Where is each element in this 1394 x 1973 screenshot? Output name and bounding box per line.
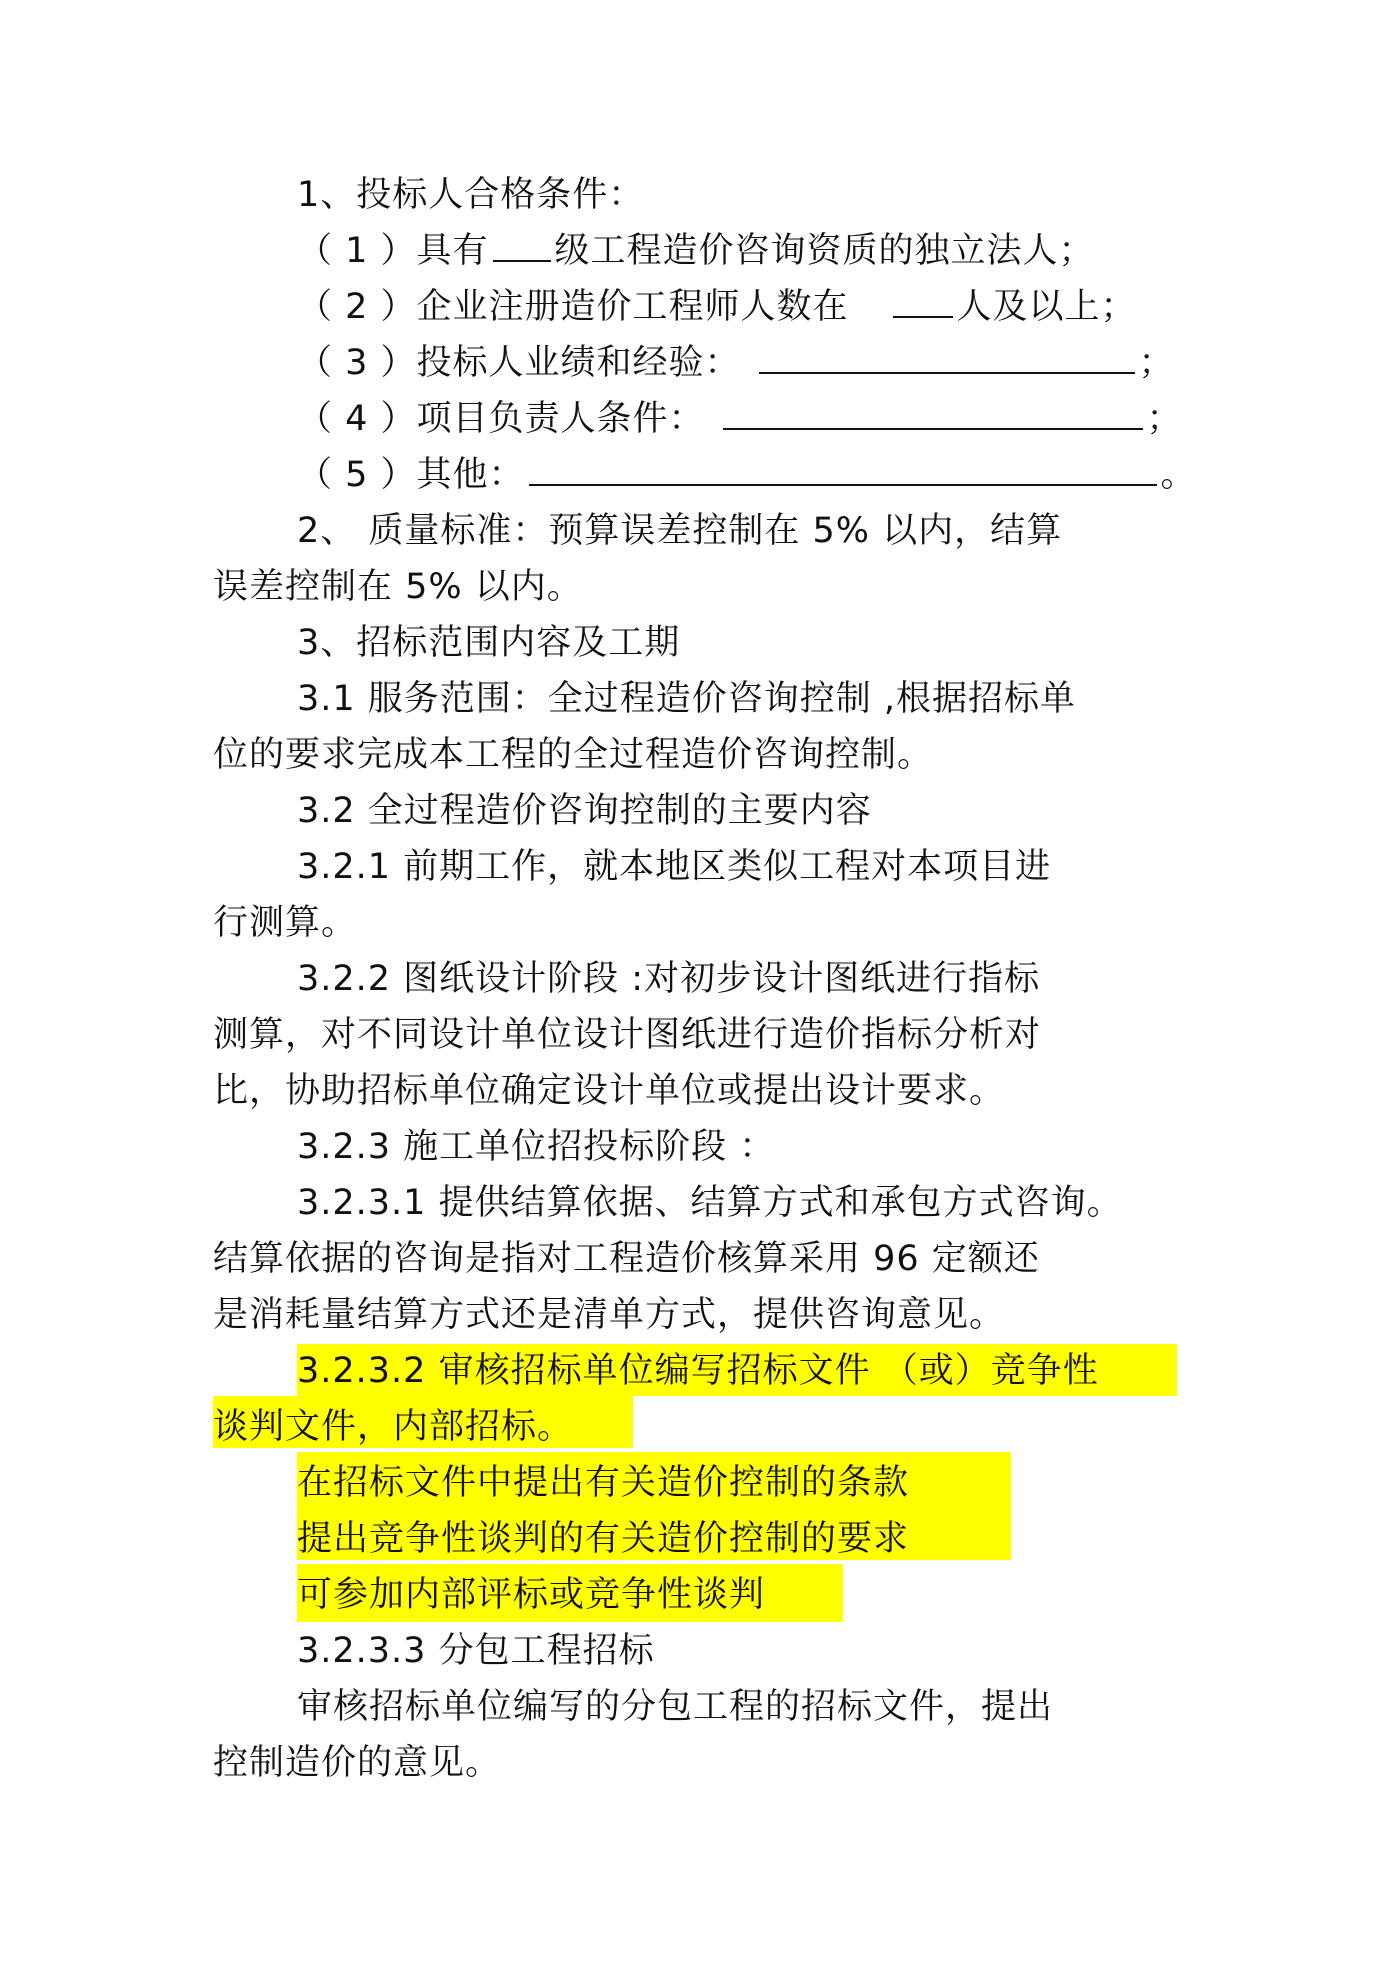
condition-end-4: ； bbox=[1146, 399, 1183, 439]
fill-blank bbox=[759, 338, 1135, 374]
section-3-2-3-1-cont2: 是消耗量结算方式还是清单方式，提供咨询意见。 bbox=[213, 1295, 1006, 1335]
condition-label-5: （ 5 ）其他： bbox=[297, 455, 525, 495]
section-3-2-3-2-cont: 谈判文件，内部招标。 bbox=[213, 1407, 574, 1447]
section-3-1-cont: 位的要求完成本工程的全过程造价咨询控制。 bbox=[213, 735, 934, 775]
section-3-2-3-3-body: 审核招标单位编写的分包工程的招标文件，提出 bbox=[297, 1687, 1054, 1727]
condition-text-2: 人及以上； bbox=[956, 287, 1137, 327]
fill-blank bbox=[493, 226, 551, 262]
condition-item-4 bbox=[297, 394, 1183, 444]
section-3-2-2-cont2: 比，协助招标单位确定设计单位或提出设计要求。 bbox=[213, 1071, 1006, 1111]
highlight-item-2: 提出竞争性谈判的有关造价控制的要求 bbox=[297, 1519, 910, 1559]
condition-item-2 bbox=[297, 282, 1137, 332]
condition-item-5 bbox=[297, 450, 1197, 500]
quality-standard-cont: 误差控制在 5% 以内。 bbox=[213, 567, 583, 607]
section-3-2-2: 3.2.2 图纸设计阶段 :对初步设计图纸进行指标 bbox=[297, 959, 1041, 999]
fill-blank bbox=[723, 394, 1143, 430]
section-3-2-2-cont1: 测算，对不同设计单位设计图纸进行造价指标分析对 bbox=[213, 1015, 1042, 1055]
section-3-2-3-1-cont1: 结算依据的咨询是指对工程造价核算采用 96 定额还 bbox=[213, 1239, 1040, 1279]
heading-scope: 3、招标范围内容及工期 bbox=[297, 623, 681, 663]
section-3-2-3-2: 3.2.3.2 审核招标单位编写招标文件 （或）竞争性 bbox=[297, 1351, 1099, 1391]
fill-blank bbox=[529, 450, 1157, 486]
highlight-item-1: 在招标文件中提出有关造价控制的条款 bbox=[297, 1463, 910, 1503]
condition-label-3: （ 3 ）投标人业绩和经验： bbox=[297, 343, 741, 383]
section-3-2-3-3: 3.2.3.3 分包工程招标 bbox=[297, 1631, 655, 1671]
condition-item-3 bbox=[297, 338, 1175, 388]
condition-end-5: 。 bbox=[1160, 455, 1197, 495]
section-3-2-3-1: 3.2.3.1 提供结算依据、结算方式和承包方式咨询。 bbox=[297, 1183, 1123, 1223]
section-3-2-1-cont: 行测算。 bbox=[213, 903, 358, 943]
highlight-item-3: 可参加内部评标或竞争性谈判 bbox=[297, 1575, 766, 1615]
section-3-2-3-3-cont: 控制造价的意见。 bbox=[213, 1743, 502, 1783]
fill-blank bbox=[893, 282, 953, 318]
condition-label-1: （ 1 ）具有 bbox=[297, 231, 489, 271]
section-3-2-1: 3.2.1 前期工作，就本地区类似工程对本项目进 bbox=[297, 847, 1052, 887]
section-3-2-3: 3.2.3 施工单位招投标阶段 ： bbox=[297, 1127, 776, 1167]
condition-end-3: ； bbox=[1138, 343, 1175, 383]
condition-item-1 bbox=[297, 226, 1095, 276]
condition-text-1: 级工程造价咨询资质的独立法人； bbox=[554, 231, 1095, 271]
heading-qualification: 1、投标人合格条件： bbox=[297, 175, 645, 215]
condition-label-2: （ 2 ）企业注册造价工程师人数在 bbox=[297, 287, 849, 327]
section-3-2: 3.2 全过程造价咨询控制的主要内容 bbox=[297, 791, 872, 831]
section-3-1: 3.1 服务范围：全过程造价咨询控制 ,根据招标单 bbox=[297, 679, 1077, 719]
quality-standard: 2、 质量标准：预算误差控制在 5% 以内，结算 bbox=[297, 511, 1063, 551]
condition-label-4: （ 4 ）项目负责人条件： bbox=[297, 399, 705, 439]
